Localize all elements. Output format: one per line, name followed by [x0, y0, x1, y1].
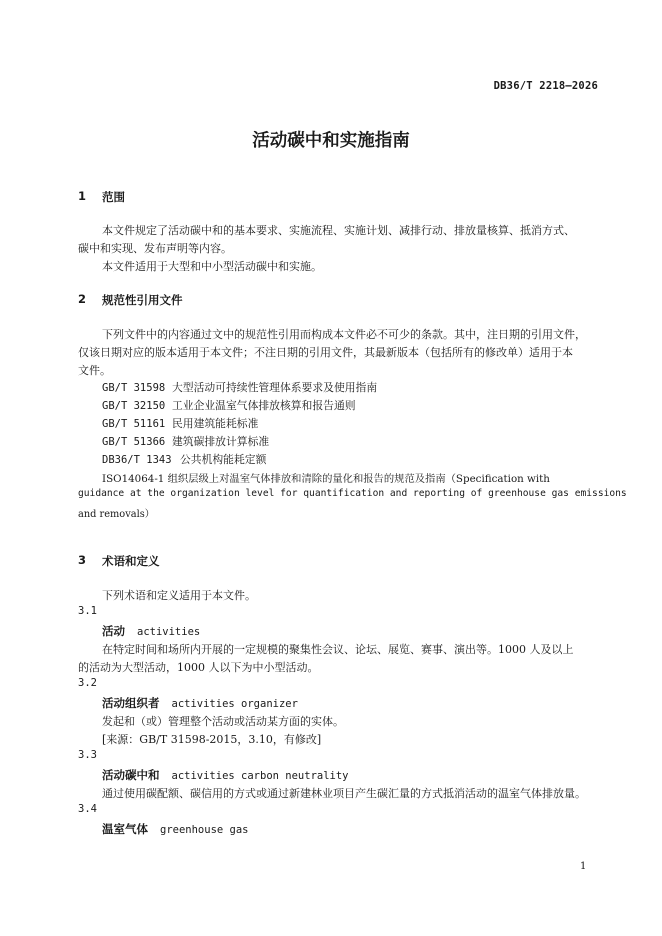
normative-intro-line: 下列文件中的内容通过文中的规范性引用而构成本文件必不可少的条款。其中，注日期的引用文件，	[102, 328, 586, 341]
term-number: 3.2	[78, 677, 97, 689]
section-title: 范围	[102, 190, 125, 204]
term-en: activities carbon neutrality	[171, 770, 349, 782]
term-number: 3.4	[78, 803, 97, 815]
document-title: 活动碳中和实施指南	[252, 131, 410, 151]
reference-code: GB/T 32150	[102, 400, 166, 412]
reference-item	[102, 416, 258, 431]
terms-intro: 下列术语和定义适用于本文件。	[102, 589, 256, 602]
term-heading	[102, 623, 200, 639]
reference-title: 大型活动可持续性管理体系要求及使用指南	[172, 381, 378, 394]
reference-title: 公共机构能耗定额	[180, 453, 267, 466]
reference-iso-line: and removals）	[78, 509, 155, 520]
reference-code: GB/T 51366	[102, 436, 166, 448]
scope-paragraph-line: 本文件规定了活动碳中和的基本要求、实施流程、实施计划、减排行动、排放量核算、抵消方式、	[102, 224, 575, 237]
section-title: 规范性引用文件	[102, 293, 183, 307]
reference-title: 民用建筑能耗标准	[172, 417, 259, 430]
term-number: 3.1	[78, 605, 97, 617]
term-definition: 发起和（或）管理整个活动或活动某方面的实体。	[102, 715, 344, 728]
reference-iso-line: ISO14064-1 组织层级上对温室气体排放和清除的量化和报告的规范及指南（Specification with	[102, 473, 550, 485]
term-definition: 通过使用碳配额、碳信用的方式或通过新建林业项目产生碳汇量的方式抵消活动的温室气体排放量。	[102, 787, 586, 800]
reference-item	[102, 380, 377, 395]
term-source: [来源：GB/T 31598-2015，3.10，有修改]	[102, 733, 322, 746]
reference-code: DB36/T 1343	[102, 454, 172, 466]
normative-intro-line: 文件。	[78, 364, 111, 377]
reference-code: GB/T 51161	[102, 418, 166, 430]
term-en: greenhouse gas	[160, 824, 249, 836]
term-en: activities	[137, 626, 201, 638]
section-number: 1	[78, 189, 87, 203]
reference-item	[102, 434, 269, 449]
term-cn: 活动组织者	[102, 696, 160, 710]
term-cn: 活动	[102, 624, 125, 638]
term-en: activities organizer	[171, 698, 298, 710]
reference-iso-line: guidance at the organization level for quantification and reporting of greenhouse gas emissions	[78, 488, 627, 499]
term-heading	[102, 695, 298, 711]
reference-title: 工业企业温室气体排放核算和报告通则	[172, 399, 356, 412]
scope-paragraph-line: 碳中和实现、发布声明等内容。	[78, 242, 232, 255]
reference-item	[102, 398, 356, 413]
section-number: 2	[78, 292, 87, 306]
term-number: 3.3	[78, 749, 97, 761]
term-heading	[102, 821, 249, 837]
page-number: 1	[580, 861, 587, 872]
term-cn: 活动碳中和	[102, 768, 160, 782]
reference-title: 建筑碳排放计算标准	[172, 435, 270, 448]
term-definition-line: 的活动为大型活动，1000 人以下为中小型活动。	[78, 661, 319, 674]
section-title: 术语和定义	[102, 554, 160, 568]
normative-intro-line: 仅该日期对应的版本适用于本文件；不注日期的引用文件，其最新版本（包括所有的修改单）适用于本	[78, 346, 573, 359]
scope-paragraph: 本文件适用于大型和中小型活动碳中和实施。	[102, 260, 322, 273]
standard-code: DB36/T 2218—2026	[493, 80, 598, 92]
section-number: 3	[78, 553, 87, 567]
term-cn: 温室气体	[102, 822, 148, 836]
reference-code: GB/T 31598	[102, 382, 166, 394]
term-definition-line: 在特定时间和场所内开展的一定规模的聚集性会议、论坛、展览、赛事、演出等。1000 人及以上	[102, 643, 574, 656]
reference-item	[102, 452, 266, 467]
term-heading	[102, 767, 349, 783]
